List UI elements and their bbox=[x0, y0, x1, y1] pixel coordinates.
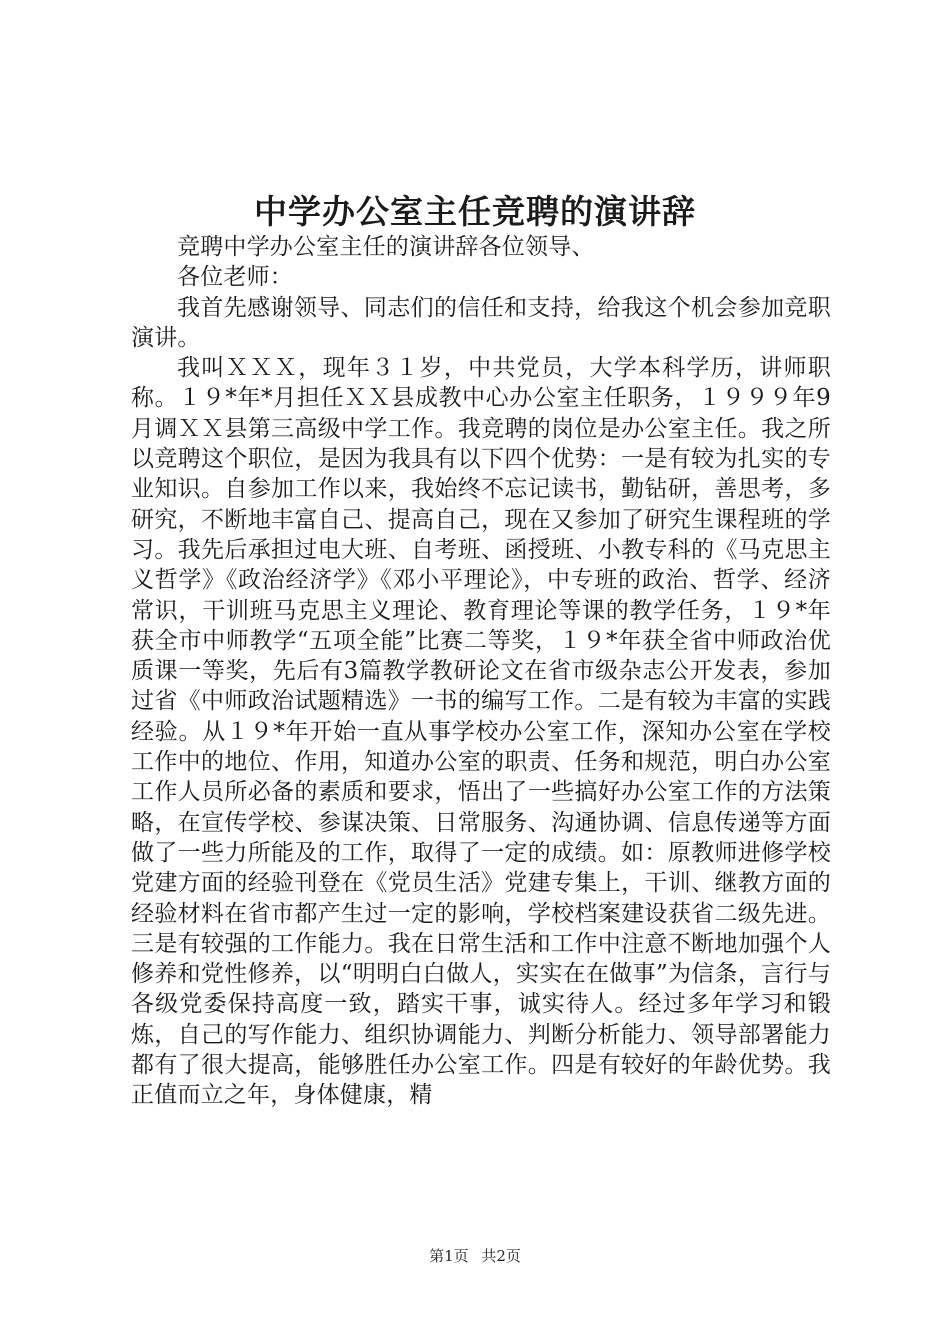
paragraph: 我首先感谢领导、同志们的信任和支持，给我这个机会参加竞职演讲。 bbox=[131, 294, 831, 351]
paragraph: 竞聘中学办公室主任的演讲辞各位领导、 bbox=[177, 234, 595, 260]
page-footer bbox=[0, 1245, 950, 1266]
page-number-total: 共2页 bbox=[481, 1247, 521, 1265]
paragraph: 我叫ＸＸＸ，现年３１岁，中共党员，大学本科学历，讲师职称。１９*年*月担任ＸＸ县成教中心办公室主任职务，１９９９年9月调ＸＸ县第三高级中学工作。我竞聘的岗位是办公室主任。我之所以竞聘这个职位，是因为我具有以下四个优势：一是有较为扎实的专业知识。自参加工作以来，我始终不忘记读书，勤钻研，善思考，多研究，不断地丰富自己、提高自己，现在又参加了研究生课程班的学习。我先后承担过电大班、自考班、函授班、小教专科的《马克思主义哲学》《政治经济学》《邓小平理论》，中专班的政治、哲学、经济常识，干训班马克思主义理论、教育理论等课的教学任务，１９*年获全市中师教学“五项全能”比赛二等奖，１９*年获全省中师政治优质课一等奖，先后有3篇教学教研论文在省市级杂志公开发表，参加过省《中师政治试题精选》一书的编写工作。二是有较为丰富的实践经验。从１９*年开始一直从事学校办公室工作，深知办公室在学校工作中的地位、作用，知道办公室的职责、任务和规范，明白办公室工作人员所必备的素质和要求，悟出了一些搞好办公室工作的方法策略，在宣传学校、参谋决策、日常服务、沟通协调、信息传递等方面做了一些力所能及的工作，取得了一定的成绩。如：原教师进修学校党建方面的经验刊登在《党员生活》党建专集上，干训、继教方面的经验材料在省市都产生过一定的影响，学校档案建设获省二级先进。三是有较强的工作能力。我在日常生活和工作中注意不断地加强个人修养和党性修养，以“明明白白做人，实实在在做事”为信条，言行与各级党委保持高度一致，踏实干事，诚实待人。经过多年学习和锻炼，自己的写作能力、组织协调能力、判断分析能力、领导部署能力都有了很大提高，能够胜任办公室工作。四是有较好的年龄优势。我正值而立之年，身体健康，精 bbox=[131, 355, 831, 1109]
page-number-current: 第1页 bbox=[429, 1247, 469, 1265]
page-title: 中学办公室主任竞聘的演讲辞 bbox=[254, 192, 696, 231]
document-body bbox=[131, 232, 831, 1111]
paragraph: 各位老师： bbox=[177, 264, 293, 291]
